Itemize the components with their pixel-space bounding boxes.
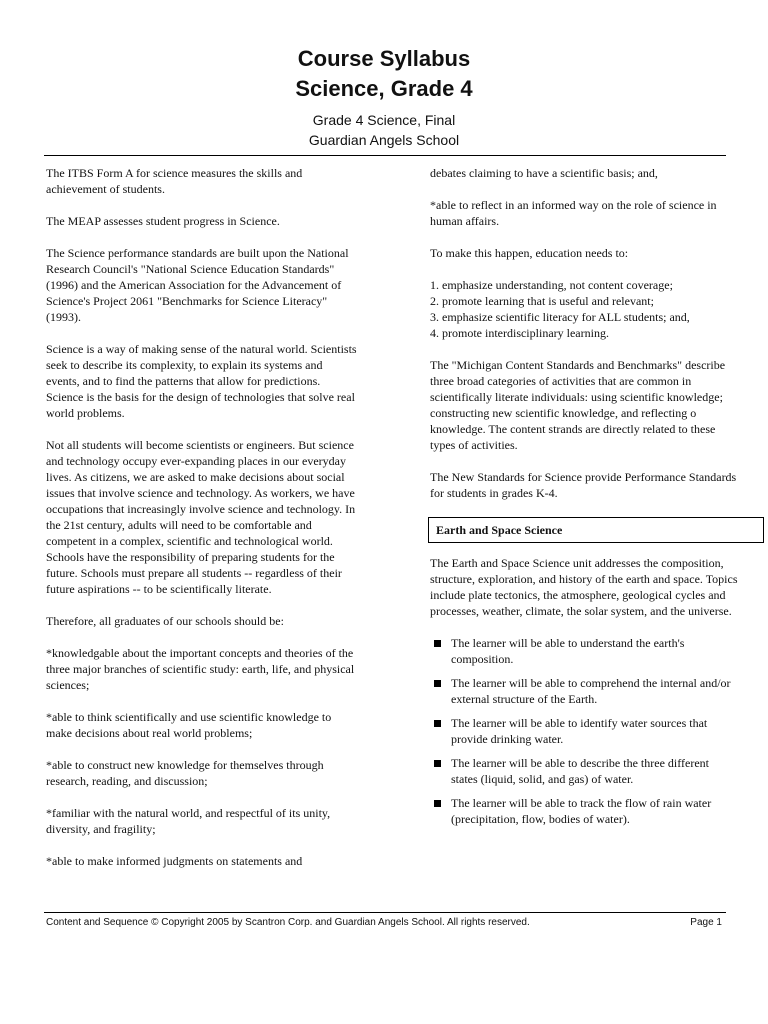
paragraph-michigan-standards: The "Michigan Content Standards and Benchmarks" describe three broad categories of activities that are common in scientifically literate individuals: using scientific knowledge; constructing new scientific knowledge, and reflecting o knowledge. The content strands are directly related to these types of activities. [430,358,726,452]
paragraph-knowledgable: *knowledgable about the important concepts and theories of the three major branches of scientific study: earth, life, and physical sciences; [46,646,355,692]
education-needs-list [430,277,738,341]
bullet-square-icon [434,760,441,767]
paragraph-reflect: *able to reflect in an informed way on the role of science in human affairs. [430,198,717,228]
list-item: 3. emphasize scientific literacy for ALL students; and, [430,310,690,324]
page-header [0,44,768,150]
header-divider [44,155,726,156]
paragraph-earth-space-intro: The Earth and Space Science unit addresses the composition, structure, exploration, and history of the earth and space. Topics include plate tectonics, the atmosphere, geological cycles and processes, weather, climate, the solar system, and the universe. [430,556,738,618]
paragraph-standards: The Science performance standards are built upon the National Research Council's "National Science Education Standards" (1996) and the American Association for the Advancement of Science's Project 2061 "Benchmarks for Science Literacy" (1993). [46,246,349,324]
paragraph-graduates-intro: Therefore, all graduates of our schools should be: [46,614,284,628]
paragraph-students: Not all students will become scientists or engineers. But science and technology occupy ever-expanding places in our everyday lives. As citizens, we are asked to make decisions about social issues that involve science and technology. As workers, we have occupations that increasingly involve science and technology. In the 21st century, adults will need to be comfortable and competent in a complex, scientific and technological world. Schools have the responsibility of preparing students for the future. Schools must prepare all students -- regardless of their future aspirations -- to be scientifically literate. [46,438,356,596]
bullet-square-icon [434,680,441,687]
list-item: 4. promote interdisciplinary learning. [430,326,609,340]
paragraph-make-happen: To make this happen, education needs to: [430,246,629,260]
right-column [430,165,738,835]
paragraph-meap: The MEAP assesses student progress in Science. [46,214,280,228]
list-item: The learner will be able to track the flow of rain water (precipitation, flow, bodies of water). [430,795,738,827]
paragraph-debates: debates claiming to have a scientific basis; and, [430,166,658,180]
paragraph-new-standards: The New Standards for Science provide Performance Standards for students in grades K-4. [430,470,737,500]
paragraph-natural-world: *familiar with the natural world, and respectful of its unity, diversity, and fragility; [46,806,331,836]
list-item: 1. emphasize understanding, not content coverage; [430,278,673,292]
bullet-square-icon [434,640,441,647]
left-column [46,165,358,885]
paragraph-itbs: The ITBS Form A for science measures the skills and achievement of students. [46,166,303,196]
list-item: The learner will be able to comprehend the internal and/or external structure of the Earth. [430,675,738,707]
section-heading-earth-space: Earth and Space Science [428,517,764,543]
list-item: 2. promote learning that is useful and relevant; [430,294,654,308]
list-item: The learner will be able to describe the three different states (liquid, solid, and gas) of water. [430,755,738,787]
list-item: The learner will be able to identify water sources that provide drinking water. [430,715,738,747]
bullet-square-icon [434,720,441,727]
paragraph-construct-knowledge: *able to construct new knowledge for themselves through research, reading, and discussion; [46,758,324,788]
list-item: The learner will be able to understand the earth's composition. [430,635,738,667]
paragraph-think-scientifically: *able to think scientifically and use scientific knowledge to make decisions about real world problems; [46,710,332,740]
page-subject-title: Science, Grade 4 [295,76,473,101]
copyright-notice: Content and Sequence © Copyright 2005 by Scantron Corp. and Guardian Angels School. All rights reserved. [46,917,530,928]
page-title: Course Syllabus [297,46,471,71]
learner-objectives-list [430,635,738,827]
paragraph-informed-judgments: *able to make informed judgments on statements and [46,854,303,868]
bullet-square-icon [434,800,441,807]
footer-divider [44,912,726,913]
course-name: Grade 4 Science, Final [312,112,456,128]
paragraph-science-definition: Science is a way of making sense of the natural world. Scientists seek to describe its complexity, to explain its systems and events, and to find the patterns that allow for predictions. Science is the basis for the design of technologies that solve real world problems. [46,342,357,420]
page-number: Page 1 [690,917,722,928]
school-name: Guardian Angels School [308,132,460,148]
